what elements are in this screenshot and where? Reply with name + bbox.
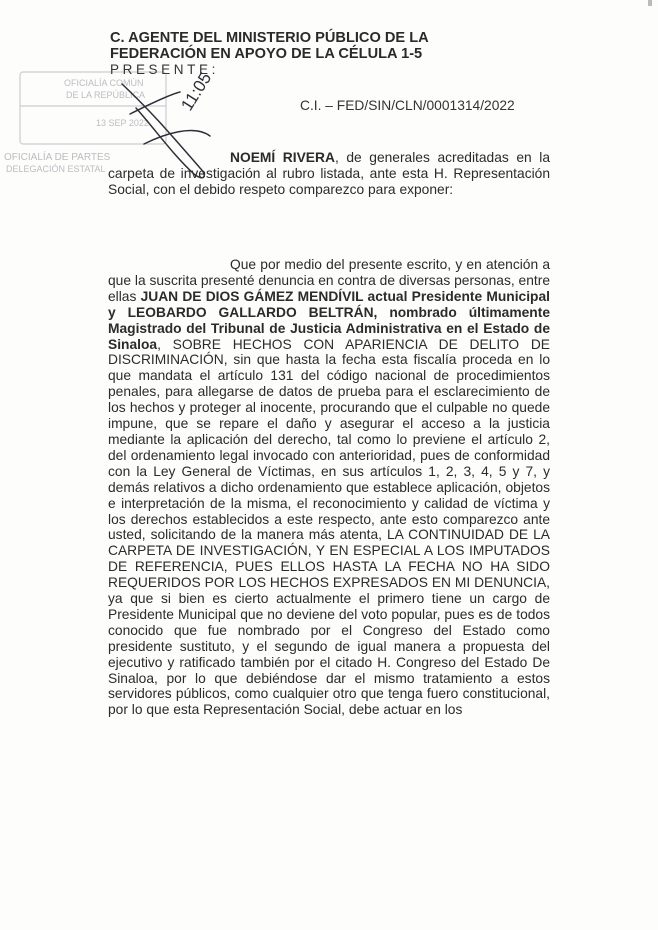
complainant-name: NOEMÍ RIVERA (230, 150, 335, 165)
stamp-line-2: DE LA REPÚBLICA (66, 90, 146, 100)
handwritten-time: 11:05 (177, 69, 216, 115)
stamp-line-4: DELEGACIÓN ESTATAL (6, 164, 106, 174)
stamp-line-3: OFICIALÍA DE PARTES (4, 152, 111, 163)
accused-names: JUAN DE DIOS GÁMEZ MENDÍVIL actual Presidente Municipal y LEOBARDO GALLARDO BELTRÁN, nombrado últimamente Magistrado del Tribunal de Justicia Administrativa en el Estado de Sinaloa (108, 288, 550, 352)
heading-line-2: FEDERACIÓN EN APOYO DE LA CÉLULA 1-5 (110, 46, 423, 62)
intro-text: , de generales acreditadas en la carpeta de investigación al rubro listada, ante esta H. Representación Social, con el debido respeto comparezco para exponer: (108, 150, 551, 197)
main-paragraph (108, 257, 550, 718)
main-text-2: , SOBRE HECHOS CON APARIENCIA DE DELITO DE DISCRIMINACIÓN, sin que hasta la fecha esta fiscalía proceda en lo que mandata el artículo 131 del código nacional de procedimientos penales, para allegarse de datos de prueba para el esclarecimiento de los hechos y proteger al inocente, procurando que el culpable no quede impune, que se repare el daño y asegurar el acceso a la justicia mediante la aplicación del derecho, tal como lo previene el artículo 2, del ordenamiento legal invocado con anterioridad, pues de conformidad con la Ley General de Víctimas, en sus artículos 1, 2, 3, 4, 5 y 7, y demás relativos a dicho ordenamiento que establece aplicación, objetos e interpretación de la misma, el reconocimiento y calidad de víctima y los derechos establecidos a este respecto, ante esto comparezco ante usted, solicitando de la manera más atenta, LA CONTINUIDAD DE LA CARPETA DE INVESTIGACIÓN, Y EN ESPECIAL A LOS IMPUTADOS DE REFERENCIA, PUES ELLOS HASTA LA FECHA NO HA SIDO REQUERIDOS POR LOS HECHOS EXPRESADOS EN MI DENUNCIA, ya que si bien es cierto actualmente el primero tiene un cargo de Presidente Municipal que no deviene del voto popular, pues es de todos conocido que fue nombrado por el Congreso del Estado como presidente sustituto, y el segundo de igual manera a propuesta del ejecutivo y ratificado también por el citado H. Congreso del Estado De Sinaloa, por lo que debiéndose dar el mismo tratamiento a estos servidores públicos, como cualquier otro que tenga fuero constitucional, por lo que esta Representación Social, debe actuar en los (108, 336, 550, 718)
stamp-date: 13 SEP 2022 (96, 118, 149, 128)
main-text-1: Que por medio del presente escrito, y en atención a que la suscrita presenté denuncia en contra de diversas personas, entre ellas (108, 257, 550, 304)
intro-paragraph (108, 150, 550, 198)
stamp-line-1: OFICIALÍA COMÚN (64, 78, 144, 88)
heading-line-1: C. AGENTE DEL MINISTERIO PÚBLICO DE LA (110, 30, 429, 46)
page-corner-mark (648, 0, 652, 6)
presente-label: PRESENTE: (110, 62, 219, 77)
addressee-heading (110, 30, 630, 62)
case-number: C.I. – FED/SIN/CLN/0001314/2022 (300, 98, 515, 113)
stamp-border (20, 72, 166, 144)
